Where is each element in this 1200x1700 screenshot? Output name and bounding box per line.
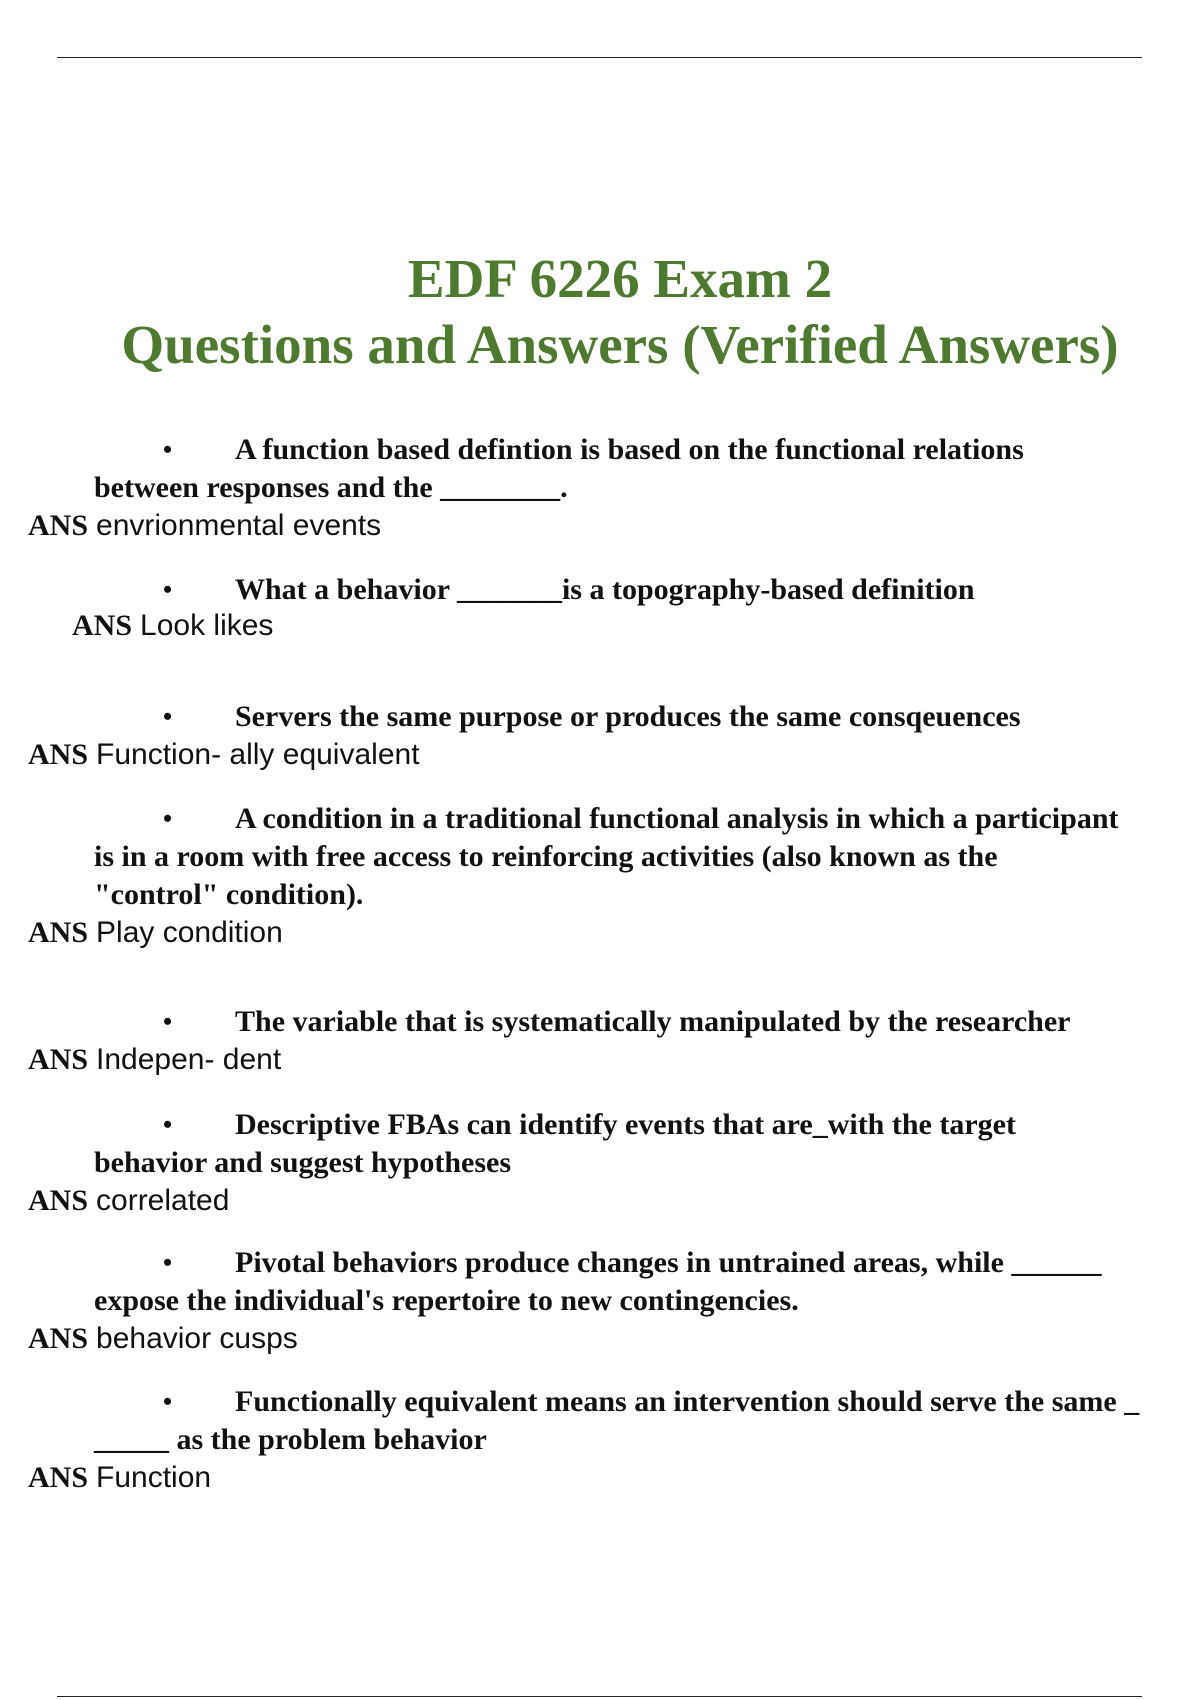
question-continuation: between responses and the ________. xyxy=(94,471,568,504)
question xyxy=(0,1244,1200,1320)
answer-text: Look likes xyxy=(140,609,274,642)
answer-text: envrionmental events xyxy=(96,509,382,542)
answer-label: ANS xyxy=(28,916,89,949)
title-line-1: EDF 6226 Exam 2 xyxy=(407,248,833,309)
answer-label: ANS xyxy=(28,1184,89,1217)
question xyxy=(0,431,1200,507)
qa-item-3 xyxy=(0,698,1200,774)
question-line-1: The variable that is systematically manipulated by the researcher xyxy=(235,1005,1071,1038)
question xyxy=(0,800,1200,914)
top-divider xyxy=(57,57,1142,58)
answer-label: ANS xyxy=(28,738,89,771)
title-line-2: Questions and Answers (Verified Answers) xyxy=(121,314,1119,375)
answer-text: Function xyxy=(96,1461,212,1494)
answer-text: correlated xyxy=(96,1184,230,1217)
question-line-1: Descriptive FBAs can identify events that are_with the target xyxy=(235,1108,1016,1141)
question-line-1: A condition in a traditional functional analysis in which a participant xyxy=(235,802,1119,835)
bullet-icon: • xyxy=(163,1387,173,1416)
answer-label: ANS xyxy=(28,1322,89,1355)
answer-text: Function- ally equivalent xyxy=(96,738,420,771)
question-line-1: Functionally equivalent means an intervention should serve the same _ xyxy=(235,1385,1140,1418)
qa-item-6 xyxy=(0,1106,1200,1220)
answer-text: behavior cusps xyxy=(96,1322,298,1355)
bullet-icon: • xyxy=(163,435,173,464)
answer-label: ANS xyxy=(28,1461,89,1494)
qa-item-5 xyxy=(0,1003,1200,1079)
answer xyxy=(0,1459,1200,1497)
question-continuation: _____ as the problem behavior xyxy=(94,1423,487,1456)
question xyxy=(0,1383,1200,1459)
answer-text: Indepen- dent xyxy=(96,1043,282,1076)
qa-item-4 xyxy=(0,800,1200,952)
answer-label: ANS xyxy=(72,609,133,642)
qa-item-1 xyxy=(0,431,1200,545)
document-title xyxy=(0,246,1200,378)
qa-item-8 xyxy=(0,1383,1200,1497)
answer-label: ANS xyxy=(28,509,89,542)
bullet-icon: • xyxy=(163,1248,173,1277)
answer xyxy=(0,607,1200,645)
bullet-icon: • xyxy=(163,702,173,731)
bottom-divider xyxy=(57,1696,1142,1697)
question-line-1: A function based defintion is based on the functional relations xyxy=(235,433,1024,466)
answer xyxy=(0,736,1200,774)
question-continuation: behavior and suggest hypotheses xyxy=(94,1146,512,1179)
question xyxy=(0,1106,1200,1182)
question-line-1: Pivotal behaviors produce changes in untrained areas, while ______ xyxy=(235,1246,1102,1279)
answer xyxy=(0,507,1200,545)
question xyxy=(0,571,1200,609)
answer xyxy=(0,1182,1200,1220)
bullet-icon: • xyxy=(163,804,173,833)
bullet-icon: • xyxy=(163,1007,173,1036)
answer xyxy=(0,914,1200,952)
question xyxy=(0,698,1200,736)
question-continuation: is in a room with free access to reinforcing activities (also known as the "control" condition). xyxy=(94,840,998,911)
question-line-1: What a behavior _______is a topography-based definition xyxy=(235,573,975,606)
bullet-icon: • xyxy=(163,575,173,604)
qa-item-7 xyxy=(0,1244,1200,1358)
answer-label: ANS xyxy=(28,1043,89,1076)
bullet-icon: • xyxy=(163,1110,173,1139)
answer xyxy=(0,1320,1200,1358)
answer xyxy=(0,1041,1200,1079)
answer-text: Play condition xyxy=(96,916,283,949)
qa-item-2 xyxy=(0,571,1200,645)
question-line-1: Servers the same purpose or produces the same consqeuences xyxy=(235,700,1021,733)
question-continuation: expose the individual's repertoire to new contingencies. xyxy=(94,1284,799,1317)
question xyxy=(0,1003,1200,1041)
